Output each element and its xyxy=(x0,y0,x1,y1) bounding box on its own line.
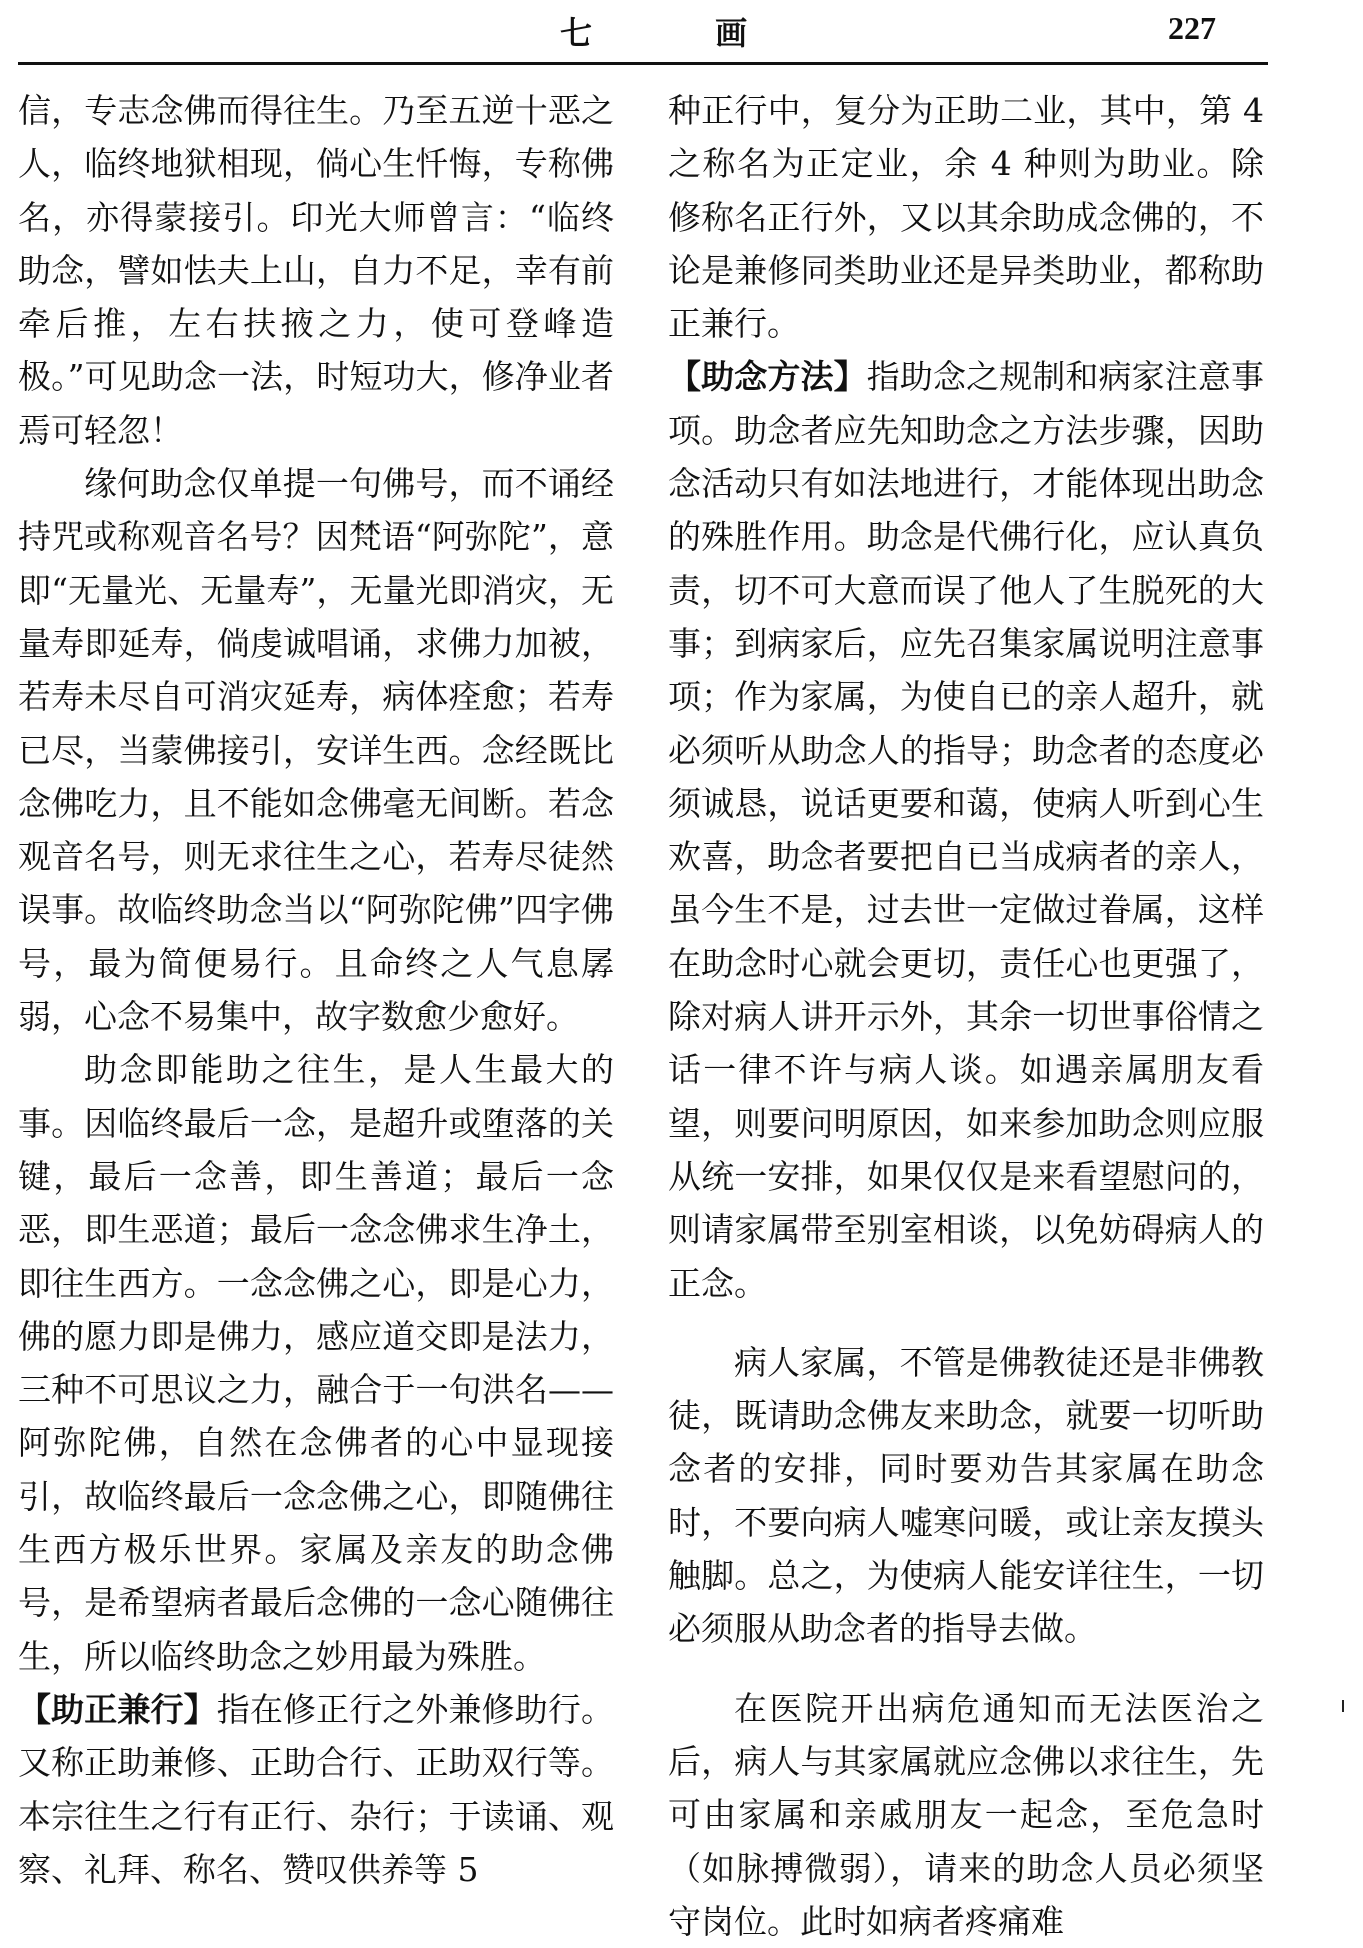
entry-text: 指在修正行之外兼修助行。又称正助兼修、正助合行、正助双行等。本宗往生之行有正行、杂行；于读诵、观察、礼拜、称名、赞叹供养等 5 xyxy=(18,1689,615,1889)
left-column xyxy=(18,84,614,1896)
entry-term: 【助念方法】 xyxy=(668,357,867,397)
running-head: 七 画 xyxy=(560,14,804,52)
right-column xyxy=(668,84,1264,1948)
paragraph: 种正行中，复分为正助二业，其中，第 4 之称名为正定业，余 4 种则为助业。除修称名正行外，又以其余助成念佛的，不论是兼修同类助业还是异类助业，都称助正兼行。 xyxy=(668,91,1264,344)
entry-term: 【助正兼行】 xyxy=(18,1689,217,1729)
paragraph: 在医院开出病危通知而无法医治之后，病人与其家属就应念佛以求往生，先可由家属和亲戚朋友一起念，至危急时（如脉搏微弱），请来的助念人员必须坚守岗位。此时如病者疼痛难 xyxy=(668,1688,1264,1941)
page-number: 227 xyxy=(1168,10,1216,46)
scan-speck xyxy=(1342,1700,1344,1712)
paragraph: 助念即能助之往生，是人生最大的事。因临终最后一念，是超升或堕落的关键，最后一念善，即生善道；最后一念恶，即生恶道；最后一念念佛求生净土，即往生西方。一念念佛之心，即是心力，佛的愿力即是佛力，感应道交即是法力，三种不可思议之力，融合于一句洪名——阿弥陀佛，自然在念佛者的心中显现接引，故临终最后一念念佛之心，即随佛往生西方极乐世界。家属及亲友的助念佛号，是希望病者最后念佛的一念心随佛往生，所以临终助念之妙用最为殊胜。 xyxy=(18,1050,614,1676)
paragraph: 缘何助念仅单提一句佛号，而不诵经持咒或称观音名号？因梵语“阿弥陀”，意即“无量光、无量寿”，无量光即消灾，无量寿即延寿，倘虔诚唱诵，求佛力加被，若寿未尽自可消灾延寿，病体痊愈；若寿已尽，当蒙佛接引，安详生西。念经既比念佛吃力，且不能如念佛毫无间断。若念观音名号，则无求往生之心，若寿尽徒然误事。故临终助念当以“阿弥陀佛”四字佛号，最为简便易行。且命终之人气息孱弱，心念不易集中，故字数愈少愈好。 xyxy=(18,464,614,1037)
paragraph: 信，专志念佛而得往生。乃至五逆十恶之人，临终地狱相现，倘心生忏悔，专称佛名，亦得蒙接引。印光大师曾言：“临终助念，譬如怯夫上山，自力不足，幸有前牵后推，左右扶掖之力，使可登峰造极。”可见助念一法，时短功大，修净业者焉可轻忽！ xyxy=(18,91,614,450)
entry-paragraph xyxy=(668,350,1264,1309)
page-header xyxy=(0,0,1280,62)
entry-text: 指助念之规制和病家注意事项。助念者应先知助念之方法步骤，因助念活动只有如法地进行，才能体现出助念的殊胜作用。助念是代佛行化，应认真负责，切不可大意而误了他人了生脱死的大事；到病家后，应先召集家属说明注意事项；作为家属，为使自已的亲人超升，就必须听从助念人的指导；助念者的态度必须诚恳，说话更要和蔼，使病人听到心生欢喜，助念者要把自已当成病者的亲人，虽今生不是，过去世一定做过眷属，这样在助念时心就会更切，责任心也更强了，除对病人讲开示外，其余一切世事俗情之话一律不许与病人谈。如遇亲属朋友看望，则要问明原因，如来参加助念则应服从统一安排，如果仅仅是来看望慰问的，则请家属带至别室相谈，以免妨碍病人的正念。 xyxy=(668,357,1265,1303)
entry-paragraph xyxy=(18,1683,614,1896)
paragraph: 病人家属，不管是佛教徒还是非佛教徒，既请助念佛友来助念，就要一切听助念者的安排，同时要劝告其家属在助念时，不要向病人嘘寒问暖，或让亲友摸头触脚。总之，为使病人能安详往生，一切必须服从助念者的指导去做。 xyxy=(668,1342,1264,1649)
header-rule xyxy=(18,62,1268,65)
